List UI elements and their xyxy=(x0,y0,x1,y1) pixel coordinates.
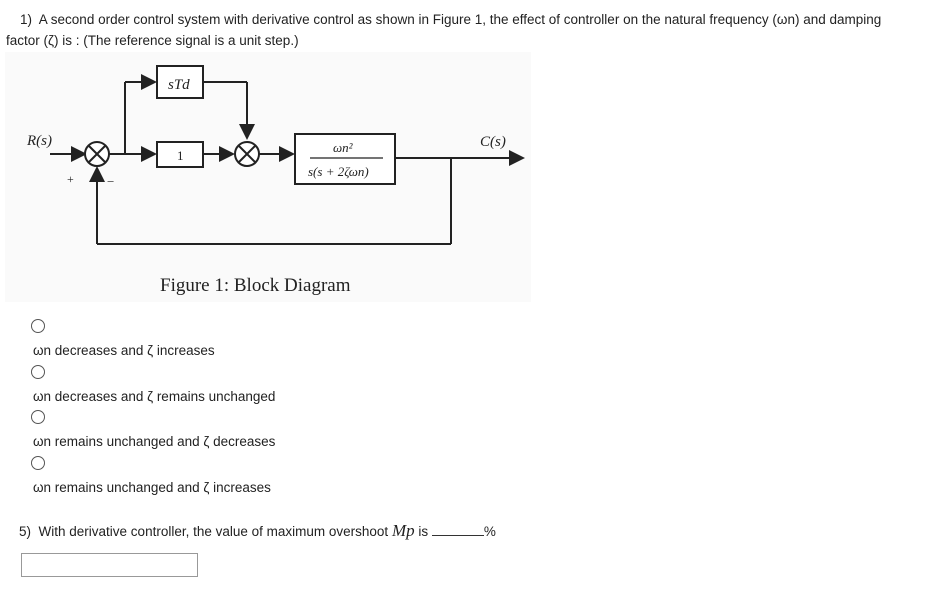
percent-unit: % xyxy=(483,524,496,539)
option-2-label[interactable]: ωn decreases and ζ remains unchanged xyxy=(33,389,276,404)
option-3-radio[interactable] xyxy=(31,410,45,424)
plus-sign: + xyxy=(67,172,74,186)
question-5-number: 5) xyxy=(19,524,32,539)
minus-sign: − xyxy=(107,174,115,189)
block-diagram-figure xyxy=(5,52,531,302)
plant-denominator: s(s + 2ζωn) xyxy=(308,164,369,179)
question-5-text xyxy=(19,521,496,541)
question-1-number: 1) xyxy=(20,12,33,27)
option-4-label[interactable]: ωn remains unchanged and ζ increases xyxy=(33,480,271,495)
question-1-text xyxy=(6,9,931,51)
block-diagram-svg xyxy=(5,52,531,302)
overshoot-symbol: Mp xyxy=(391,521,415,540)
option-1-label[interactable]: ωn decreases and ζ increases xyxy=(33,343,215,358)
question-5-suffix: is xyxy=(418,524,429,539)
option-2-radio[interactable] xyxy=(31,365,45,379)
figure-caption: Figure 1: Block Diagram xyxy=(160,275,351,296)
derivative-block-label: sTd xyxy=(168,77,190,93)
option-1-radio[interactable] xyxy=(31,319,45,333)
option-4-radio[interactable] xyxy=(31,456,45,470)
unity-block-label: 1 xyxy=(177,148,184,163)
question-5-body: With derivative controller, the value of maximum overshoot xyxy=(38,524,389,539)
plant-numerator: ωn² xyxy=(333,140,353,155)
input-label: R(s) xyxy=(27,133,52,149)
answer-blank-line xyxy=(432,523,484,536)
overshoot-answer-input[interactable] xyxy=(21,553,198,577)
question-1-line2: factor (ζ) is : (The reference signal is a unit step.) xyxy=(6,33,299,48)
output-label: C(s) xyxy=(480,134,506,150)
question-1-line1: A second order control system with derivative control as shown in Figure 1, the effect of controller on the natural frequency (ωn) and damping xyxy=(38,12,882,27)
option-3-label[interactable]: ωn remains unchanged and ζ decreases xyxy=(33,434,276,449)
